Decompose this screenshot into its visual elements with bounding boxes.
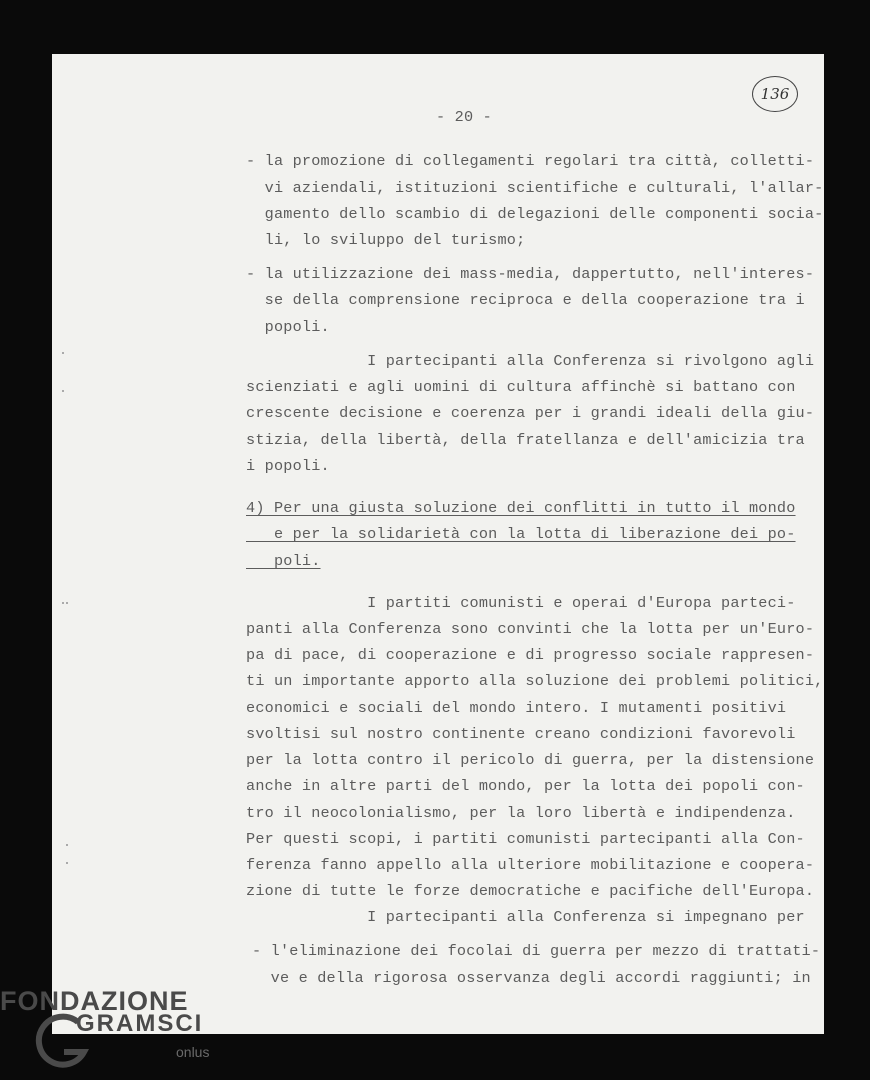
text-line: scienziati e agli uomini di cultura affinchè si battano con — [246, 378, 796, 396]
text-line: I partiti comunisti e operai d'Europa parteci- — [246, 594, 796, 612]
text-line: ve e della rigorosa osservanza degli accordi raggiunti; in — [252, 969, 811, 987]
text-line: panti alla Conferenza sono convinti che la lotta per un'Euro- — [246, 620, 815, 638]
punch-mark — [66, 862, 68, 864]
section-heading-line: 4) Per una giusta soluzione dei conflitti in tutto il mondo — [246, 499, 796, 517]
text-line: Per questi scopi, i partiti comunisti partecipanti alla Con- — [246, 830, 805, 848]
text-line: economici e sociali del mondo intero. I mutamenti positivi — [246, 699, 787, 717]
text-line: zione di tutte le forze democratiche e pacifiche dell'Europa. — [246, 882, 815, 900]
text-line: se della comprensione reciproca e della cooperazione tra i — [246, 291, 805, 309]
watermark-gramsci: GRAMSCI — [76, 1010, 204, 1037]
text-line: svoltisi sul nostro continente creano condizioni favorevoli — [246, 725, 796, 743]
text-line: li, lo sviluppo del turismo; — [246, 231, 526, 249]
text-line: popoli. — [246, 318, 330, 336]
watermark-fondazione: FONDAZIONE — [0, 986, 189, 1016]
punch-mark — [66, 844, 68, 846]
section-heading-line: e per la solidarietà con la lotta di liberazione dei po- — [246, 525, 796, 543]
page-number: - 20 - — [436, 108, 492, 126]
text-line: crescente decisione e coerenza per i grandi ideali della giu- — [246, 404, 815, 422]
text-line: - l'eliminazione dei focolai di guerra per mezzo di trattati- — [252, 942, 821, 960]
text-line: pa di pace, di cooperazione e di progresso sociale rappresen- — [246, 646, 815, 664]
text-line: ferenza fanno appello alla ulteriore mobilitazione e coopera- — [246, 856, 815, 874]
text-line: ti un importante apporto alla soluzione dei problemi politici, — [246, 672, 824, 690]
text-line: per la lotta contro il pericolo di guerra, per la distensione — [246, 751, 815, 769]
text-line: I partecipanti alla Conferenza si rivolgono agli — [246, 352, 815, 370]
punch-mark — [62, 352, 64, 354]
text-line: anche in altre parti del mondo, per la lotta dei popoli con- — [246, 777, 805, 795]
text-line: - la utilizzazione dei mass-media, dappertutto, nell'interes- — [246, 265, 815, 283]
text-line: tro il neocolonialismo, per la loro libertà e indipendenza. — [246, 804, 796, 822]
text-line: vi aziendali, istituzioni scientifiche e culturali, l'allar- — [246, 179, 824, 197]
text-line: stizia, della libertà, della fratellanza e dell'amicizia tra — [246, 431, 805, 449]
text-line: gamento dello scambio di delegazioni delle componenti socia- — [246, 205, 824, 223]
text-line: I partecipanti alla Conferenza si impegnano per — [246, 908, 805, 926]
archive-stamp: 136 — [752, 76, 798, 112]
watermark-onlus: onlus — [176, 1044, 210, 1060]
section-heading-line: poli. — [246, 552, 321, 570]
text-line: i popoli. — [246, 457, 330, 475]
punch-mark — [66, 602, 68, 604]
text-line: - la promozione di collegamenti regolari tra città, colletti- — [246, 152, 815, 170]
document-page — [52, 54, 824, 1034]
punch-mark — [62, 390, 64, 392]
punch-mark — [62, 602, 64, 604]
